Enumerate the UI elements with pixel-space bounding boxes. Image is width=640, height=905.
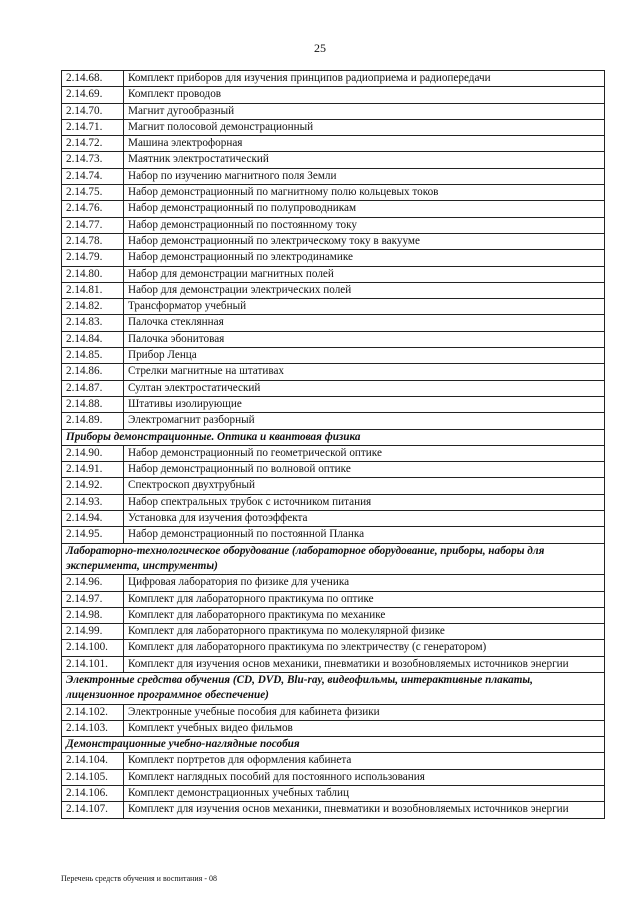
table-row	[62, 282, 605, 298]
item-name: Набор демонстрационный по постоянному току	[124, 217, 605, 233]
section-header-row	[62, 543, 605, 575]
table-row	[62, 119, 605, 135]
item-name: Установка для изучения фотоэффекта	[124, 511, 605, 527]
item-number: 2.14.85.	[62, 348, 124, 364]
item-name: Спектроскоп двухтрубный	[124, 478, 605, 494]
item-number: 2.14.100.	[62, 640, 124, 656]
item-name: Комплект наглядных пособий для постоянного использования	[124, 769, 605, 785]
item-name: Комплект портретов для оформления кабинета	[124, 753, 605, 769]
item-name: Комплект для лабораторного практикума по механике	[124, 607, 605, 623]
item-number: 2.14.84.	[62, 331, 124, 347]
item-name: Штативы изолирующие	[124, 396, 605, 412]
item-number: 2.14.91.	[62, 462, 124, 478]
section-header-row	[62, 429, 605, 445]
table-row	[62, 478, 605, 494]
item-name: Набор для демонстрации электрических полей	[124, 282, 605, 298]
item-number: 2.14.86.	[62, 364, 124, 380]
item-name: Набор демонстрационный по магнитному полю кольцевых токов	[124, 185, 605, 201]
item-name: Палочка эбонитовая	[124, 331, 605, 347]
item-number: 2.14.92.	[62, 478, 124, 494]
table-row	[62, 445, 605, 461]
table-row	[62, 462, 605, 478]
table-row	[62, 168, 605, 184]
item-number: 2.14.73.	[62, 152, 124, 168]
item-number: 2.14.74.	[62, 168, 124, 184]
item-number: 2.14.103.	[62, 720, 124, 736]
item-name: Комплект для изучения основ механики, пневматики и возобновляемых источников энергии	[124, 656, 605, 672]
table-row	[62, 640, 605, 656]
item-name: Комплект для лабораторного практикума по оптике	[124, 591, 605, 607]
item-name: Комплект для изучения основ механики, пневматики и возобновляемых источников энергии	[124, 802, 605, 818]
table-row	[62, 527, 605, 543]
table-row	[62, 575, 605, 591]
item-name: Прибор Ленца	[124, 348, 605, 364]
section-title: Приборы демонстрационные. Оптика и квантовая физика	[62, 429, 605, 445]
table-row	[62, 185, 605, 201]
item-number: 2.14.89.	[62, 413, 124, 429]
table-row	[62, 201, 605, 217]
item-number: 2.14.83.	[62, 315, 124, 331]
item-name: Набор демонстрационный по электрическому току в вакууме	[124, 233, 605, 249]
equipment-table	[61, 70, 605, 819]
table-row	[62, 364, 605, 380]
item-name: Магнит дугообразный	[124, 103, 605, 119]
table-row	[62, 103, 605, 119]
item-name: Электромагнит разборный	[124, 413, 605, 429]
section-header-row	[62, 737, 605, 753]
table-row	[62, 753, 605, 769]
item-name: Комплект демонстрационных учебных таблиц	[124, 786, 605, 802]
item-number: 2.14.81.	[62, 282, 124, 298]
item-number: 2.14.82.	[62, 299, 124, 315]
table-row	[62, 624, 605, 640]
table-row	[62, 299, 605, 315]
item-name: Трансформатор учебный	[124, 299, 605, 315]
item-name: Набор демонстрационный по постоянной Планка	[124, 527, 605, 543]
table-row	[62, 152, 605, 168]
item-name: Стрелки магнитные на штативах	[124, 364, 605, 380]
item-number: 2.14.69.	[62, 87, 124, 103]
page-footer: Перечень средств обучения и воспитания - 08	[61, 874, 218, 883]
section-title: Электронные средства обучения (CD, DVD, Blu-ray, видеофильмы, интерактивные плакаты, лицензионное программное обеспечение)	[62, 672, 605, 704]
item-name: Набор демонстрационный по волновой оптике	[124, 462, 605, 478]
item-name: Магнит полосовой демонстрационный	[124, 119, 605, 135]
table-row	[62, 380, 605, 396]
table-row	[62, 720, 605, 736]
item-name: Набор для демонстрации магнитных полей	[124, 266, 605, 282]
table-row	[62, 217, 605, 233]
item-name: Набор демонстрационный по электродинамике	[124, 250, 605, 266]
table-row	[62, 494, 605, 510]
item-number: 2.14.96.	[62, 575, 124, 591]
table-row	[62, 786, 605, 802]
item-name: Набор спектральных трубок с источником питания	[124, 494, 605, 510]
table-row	[62, 315, 605, 331]
item-name: Набор демонстрационный по полупроводникам	[124, 201, 605, 217]
item-name: Цифровая лаборатория по физике для ученика	[124, 575, 605, 591]
item-number: 2.14.75.	[62, 185, 124, 201]
table-row	[62, 233, 605, 249]
item-name: Комплект учебных видео фильмов	[124, 720, 605, 736]
table-row	[62, 71, 605, 87]
item-number: 2.14.90.	[62, 445, 124, 461]
item-number: 2.14.94.	[62, 511, 124, 527]
item-name: Набор демонстрационный по геометрической оптике	[124, 445, 605, 461]
section-header-row	[62, 672, 605, 704]
item-number: 2.14.72.	[62, 136, 124, 152]
item-number: 2.14.77.	[62, 217, 124, 233]
section-title: Демонстрационные учебно-наглядные пособия	[62, 737, 605, 753]
item-number: 2.14.71.	[62, 119, 124, 135]
item-name: Маятник электростатический	[124, 152, 605, 168]
item-number: 2.14.106.	[62, 786, 124, 802]
table-row	[62, 413, 605, 429]
item-name: Набор по изучению магнитного поля Земли	[124, 168, 605, 184]
item-number: 2.14.76.	[62, 201, 124, 217]
item-name: Машина электрофорная	[124, 136, 605, 152]
item-number: 2.14.87.	[62, 380, 124, 396]
table-row	[62, 704, 605, 720]
item-number: 2.14.97.	[62, 591, 124, 607]
table-row	[62, 250, 605, 266]
item-number: 2.14.105.	[62, 769, 124, 785]
section-title: Лабораторно-технологическое оборудование (лабораторное оборудование, приборы, наборы для эксперимента, инструменты)	[62, 543, 605, 575]
page-number: 25	[314, 41, 326, 55]
item-number: 2.14.95.	[62, 527, 124, 543]
item-name: Комплект приборов для изучения принципов радиоприема и радиопередачи	[124, 71, 605, 87]
item-number: 2.14.102.	[62, 704, 124, 720]
equipment-table-body	[62, 71, 605, 819]
item-number: 2.14.79.	[62, 250, 124, 266]
table-row	[62, 591, 605, 607]
item-number: 2.14.68.	[62, 71, 124, 87]
item-number: 2.14.70.	[62, 103, 124, 119]
item-number: 2.14.78.	[62, 233, 124, 249]
table-row	[62, 769, 605, 785]
item-name: Комплект проводов	[124, 87, 605, 103]
item-name: Комплект для лабораторного практикума по электричеству (с генератором)	[124, 640, 605, 656]
table-row	[62, 348, 605, 364]
item-number: 2.14.80.	[62, 266, 124, 282]
table-row	[62, 656, 605, 672]
table-row	[62, 136, 605, 152]
table-row	[62, 87, 605, 103]
table-row	[62, 511, 605, 527]
item-name: Комплект для лабораторного практикума по молекулярной физике	[124, 624, 605, 640]
item-name: Султан электростатический	[124, 380, 605, 396]
item-name: Палочка стеклянная	[124, 315, 605, 331]
table-row	[62, 802, 605, 818]
item-number: 2.14.99.	[62, 624, 124, 640]
item-number: 2.14.104.	[62, 753, 124, 769]
table-row	[62, 331, 605, 347]
item-number: 2.14.107.	[62, 802, 124, 818]
item-number: 2.14.98.	[62, 607, 124, 623]
item-number: 2.14.101.	[62, 656, 124, 672]
item-number: 2.14.88.	[62, 396, 124, 412]
item-name: Электронные учебные пособия для кабинета физики	[124, 704, 605, 720]
table-row	[62, 607, 605, 623]
table-row	[62, 396, 605, 412]
table-row	[62, 266, 605, 282]
item-number: 2.14.93.	[62, 494, 124, 510]
